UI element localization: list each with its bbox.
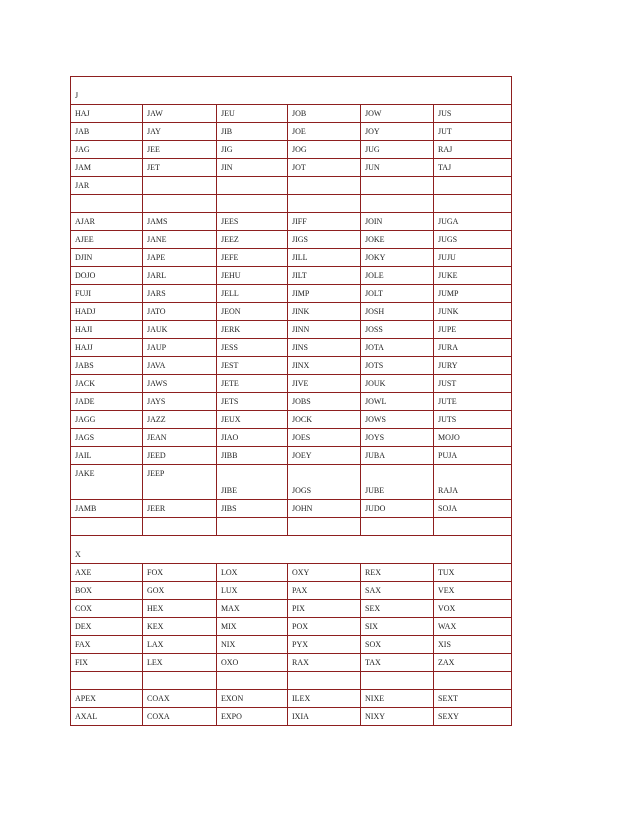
word-cell: LEX bbox=[143, 654, 217, 672]
table-row bbox=[71, 105, 512, 123]
word-cell: JOTA bbox=[361, 339, 434, 357]
word-cell: SAX bbox=[361, 582, 434, 600]
word-cell: JOB bbox=[288, 105, 361, 123]
word-cell: JARS bbox=[143, 285, 217, 303]
word-cell: JUT bbox=[434, 123, 512, 141]
word-cell: JAY bbox=[143, 123, 217, 141]
word-cell: JIAO bbox=[217, 429, 288, 447]
word-table bbox=[70, 76, 512, 726]
word-cell: JOY bbox=[361, 123, 434, 141]
word-cell: JOWS bbox=[361, 411, 434, 429]
word-cell: PAX bbox=[288, 582, 361, 600]
word-cell bbox=[217, 177, 288, 195]
word-cell: RAX bbox=[288, 654, 361, 672]
word-cell: JEEP bbox=[143, 465, 217, 500]
word-cell: JEHU bbox=[217, 267, 288, 285]
word-cell: RAJ bbox=[434, 141, 512, 159]
blank-row bbox=[71, 518, 512, 536]
blank-cell bbox=[361, 518, 434, 536]
word-cell: NIXY bbox=[361, 708, 434, 726]
word-cell: APEX bbox=[71, 690, 143, 708]
word-cell: JANE bbox=[143, 231, 217, 249]
blank-cell bbox=[143, 195, 217, 213]
word-cell: JOCK bbox=[288, 411, 361, 429]
word-cell: JAR bbox=[71, 177, 143, 195]
table-row bbox=[71, 447, 512, 465]
table-row bbox=[71, 177, 512, 195]
word-cell: GOX bbox=[143, 582, 217, 600]
word-cell: FOX bbox=[143, 564, 217, 582]
blank-cell bbox=[361, 195, 434, 213]
word-cell: JIVE bbox=[288, 375, 361, 393]
word-cell: JAZZ bbox=[143, 411, 217, 429]
section-heading-row bbox=[71, 77, 512, 105]
table-row bbox=[71, 267, 512, 285]
word-cell: FAX bbox=[71, 636, 143, 654]
word-cell: JELL bbox=[217, 285, 288, 303]
table-row bbox=[71, 339, 512, 357]
word-cell: JIGS bbox=[288, 231, 361, 249]
word-cell: PIX bbox=[288, 600, 361, 618]
word-cell: AJEE bbox=[71, 231, 143, 249]
blank-cell bbox=[288, 195, 361, 213]
word-cell: OXY bbox=[288, 564, 361, 582]
word-cell: POX bbox=[288, 618, 361, 636]
word-cell: JACK bbox=[71, 375, 143, 393]
word-cell: OXO bbox=[217, 654, 288, 672]
table-row bbox=[71, 213, 512, 231]
word-cell: JEAN bbox=[143, 429, 217, 447]
word-cell: JEUX bbox=[217, 411, 288, 429]
word-cell: JESS bbox=[217, 339, 288, 357]
word-list-page bbox=[70, 76, 511, 726]
word-cell: AXE bbox=[71, 564, 143, 582]
word-cell: JIFF bbox=[288, 213, 361, 231]
word-cell: JOG bbox=[288, 141, 361, 159]
word-cell: JILL bbox=[288, 249, 361, 267]
word-cell: JIBE bbox=[217, 465, 288, 500]
blank-cell bbox=[71, 195, 143, 213]
word-cell: COXA bbox=[143, 708, 217, 726]
word-cell: FUJI bbox=[71, 285, 143, 303]
word-cell: JOKE bbox=[361, 231, 434, 249]
blank-cell bbox=[434, 672, 512, 690]
section-heading-x: X bbox=[71, 536, 512, 564]
table-row bbox=[71, 159, 512, 177]
table-row bbox=[71, 429, 512, 447]
word-cell: JAVA bbox=[143, 357, 217, 375]
word-cell: JAYS bbox=[143, 393, 217, 411]
word-cell: JOGS bbox=[288, 465, 361, 500]
word-cell: JADE bbox=[71, 393, 143, 411]
word-cell: JEU bbox=[217, 105, 288, 123]
word-cell: JUMP bbox=[434, 285, 512, 303]
word-cell: KEX bbox=[143, 618, 217, 636]
word-cell: SEXT bbox=[434, 690, 512, 708]
word-cell: JOYS bbox=[361, 429, 434, 447]
word-cell: JAGS bbox=[71, 429, 143, 447]
word-cell: JOKY bbox=[361, 249, 434, 267]
word-cell: JAB bbox=[71, 123, 143, 141]
word-cell: EXPO bbox=[217, 708, 288, 726]
word-cell: HEX bbox=[143, 600, 217, 618]
word-cell: DEX bbox=[71, 618, 143, 636]
word-cell: JINK bbox=[288, 303, 361, 321]
word-cell: JOLE bbox=[361, 267, 434, 285]
word-cell: HAJ bbox=[71, 105, 143, 123]
word-cell bbox=[434, 177, 512, 195]
word-cell: HAJJ bbox=[71, 339, 143, 357]
word-cell: JEE bbox=[143, 141, 217, 159]
word-cell: JUPE bbox=[434, 321, 512, 339]
word-cell: JATO bbox=[143, 303, 217, 321]
word-cell: DOJO bbox=[71, 267, 143, 285]
word-cell: JOEY bbox=[288, 447, 361, 465]
word-cell: JEES bbox=[217, 213, 288, 231]
word-cell: JOW bbox=[361, 105, 434, 123]
word-cell: WAX bbox=[434, 618, 512, 636]
word-cell: NIX bbox=[217, 636, 288, 654]
word-cell: ZAX bbox=[434, 654, 512, 672]
table-row bbox=[71, 690, 512, 708]
table-row bbox=[71, 636, 512, 654]
word-cell: JIBS bbox=[217, 500, 288, 518]
word-cell: JET bbox=[143, 159, 217, 177]
word-cell: JUNK bbox=[434, 303, 512, 321]
word-cell bbox=[143, 177, 217, 195]
table-row bbox=[71, 411, 512, 429]
word-cell: JAIL bbox=[71, 447, 143, 465]
word-cell: JOE bbox=[288, 123, 361, 141]
word-cell: JOUK bbox=[361, 375, 434, 393]
word-cell: JINX bbox=[288, 357, 361, 375]
section-heading-j: J bbox=[71, 77, 512, 105]
word-cell: JUS bbox=[434, 105, 512, 123]
table-row bbox=[71, 231, 512, 249]
word-cell: JAKE bbox=[71, 465, 143, 500]
word-cell: COX bbox=[71, 600, 143, 618]
section-heading-row bbox=[71, 536, 512, 564]
word-cell: JOWL bbox=[361, 393, 434, 411]
blank-cell bbox=[71, 518, 143, 536]
word-cell: BOX bbox=[71, 582, 143, 600]
word-cell: HAJI bbox=[71, 321, 143, 339]
word-cell: MIX bbox=[217, 618, 288, 636]
word-cell: JAMB bbox=[71, 500, 143, 518]
word-cell: DJIN bbox=[71, 249, 143, 267]
table-row bbox=[71, 500, 512, 518]
word-cell: JUKE bbox=[434, 267, 512, 285]
word-cell: JUST bbox=[434, 375, 512, 393]
blank-cell bbox=[288, 518, 361, 536]
word-cell: JAWS bbox=[143, 375, 217, 393]
word-cell: TAX bbox=[361, 654, 434, 672]
blank-cell bbox=[217, 518, 288, 536]
blank-cell bbox=[217, 672, 288, 690]
word-cell: JUTS bbox=[434, 411, 512, 429]
word-cell: JINS bbox=[288, 339, 361, 357]
word-cell: MOJO bbox=[434, 429, 512, 447]
word-cell: JILT bbox=[288, 267, 361, 285]
word-cell: JOBS bbox=[288, 393, 361, 411]
table-row bbox=[71, 249, 512, 267]
word-cell: AXAL bbox=[71, 708, 143, 726]
blank-cell bbox=[361, 672, 434, 690]
word-cell: ILEX bbox=[288, 690, 361, 708]
word-cell: JAM bbox=[71, 159, 143, 177]
table-row bbox=[71, 357, 512, 375]
word-cell: JUBE bbox=[361, 465, 434, 500]
word-cell: PUJA bbox=[434, 447, 512, 465]
word-cell: VEX bbox=[434, 582, 512, 600]
table-row bbox=[71, 564, 512, 582]
word-cell: JIMP bbox=[288, 285, 361, 303]
word-cell: JUGS bbox=[434, 231, 512, 249]
word-cell: JURY bbox=[434, 357, 512, 375]
word-cell: JAGG bbox=[71, 411, 143, 429]
table-row bbox=[71, 285, 512, 303]
word-cell: IXIA bbox=[288, 708, 361, 726]
word-cell: JUJU bbox=[434, 249, 512, 267]
word-cell: JINN bbox=[288, 321, 361, 339]
word-cell: NIXE bbox=[361, 690, 434, 708]
word-cell: LAX bbox=[143, 636, 217, 654]
word-cell: JOTS bbox=[361, 357, 434, 375]
blank-cell bbox=[143, 518, 217, 536]
word-cell: JOSS bbox=[361, 321, 434, 339]
word-cell: JAPE bbox=[143, 249, 217, 267]
word-cell: SEX bbox=[361, 600, 434, 618]
word-cell: JEON bbox=[217, 303, 288, 321]
word-cell: JUGA bbox=[434, 213, 512, 231]
word-cell: JIG bbox=[217, 141, 288, 159]
word-cell: JOHN bbox=[288, 500, 361, 518]
word-cell: JIB bbox=[217, 123, 288, 141]
table-row bbox=[71, 141, 512, 159]
word-cell: JAUK bbox=[143, 321, 217, 339]
word-cell: JARL bbox=[143, 267, 217, 285]
word-cell: SOJA bbox=[434, 500, 512, 518]
word-cell: JOT bbox=[288, 159, 361, 177]
word-cell: MAX bbox=[217, 600, 288, 618]
word-cell: JUN bbox=[361, 159, 434, 177]
table-row bbox=[71, 465, 512, 500]
word-cell: JETE bbox=[217, 375, 288, 393]
table-row bbox=[71, 582, 512, 600]
table-row bbox=[71, 618, 512, 636]
word-cell bbox=[288, 177, 361, 195]
table-row bbox=[71, 708, 512, 726]
word-cell: TUX bbox=[434, 564, 512, 582]
table-row bbox=[71, 303, 512, 321]
word-cell bbox=[361, 177, 434, 195]
table-row bbox=[71, 123, 512, 141]
word-cell: COAX bbox=[143, 690, 217, 708]
blank-cell bbox=[434, 518, 512, 536]
word-cell: TAJ bbox=[434, 159, 512, 177]
word-cell: HADJ bbox=[71, 303, 143, 321]
word-cell: JEEZ bbox=[217, 231, 288, 249]
table-row bbox=[71, 375, 512, 393]
table-row bbox=[71, 600, 512, 618]
word-cell: LOX bbox=[217, 564, 288, 582]
word-cell: SIX bbox=[361, 618, 434, 636]
word-cell: JURA bbox=[434, 339, 512, 357]
word-cell: FIX bbox=[71, 654, 143, 672]
blank-row bbox=[71, 672, 512, 690]
word-cell: JUG bbox=[361, 141, 434, 159]
word-cell: JEER bbox=[143, 500, 217, 518]
word-cell: REX bbox=[361, 564, 434, 582]
table-row bbox=[71, 393, 512, 411]
word-cell: JABS bbox=[71, 357, 143, 375]
word-cell: JUDO bbox=[361, 500, 434, 518]
word-cell: JAW bbox=[143, 105, 217, 123]
word-cell: XIS bbox=[434, 636, 512, 654]
word-cell: PYX bbox=[288, 636, 361, 654]
word-cell: JETS bbox=[217, 393, 288, 411]
word-cell: JEED bbox=[143, 447, 217, 465]
blank-cell bbox=[71, 672, 143, 690]
table-row bbox=[71, 654, 512, 672]
word-cell: LUX bbox=[217, 582, 288, 600]
blank-cell bbox=[288, 672, 361, 690]
word-cell: JOIN bbox=[361, 213, 434, 231]
word-cell: JOLT bbox=[361, 285, 434, 303]
word-cell: JIN bbox=[217, 159, 288, 177]
blank-cell bbox=[143, 672, 217, 690]
word-cell: SEXY bbox=[434, 708, 512, 726]
word-cell: JOES bbox=[288, 429, 361, 447]
word-cell: JAG bbox=[71, 141, 143, 159]
word-cell: JUBA bbox=[361, 447, 434, 465]
word-cell: SOX bbox=[361, 636, 434, 654]
word-cell: JERK bbox=[217, 321, 288, 339]
word-cell: AJAR bbox=[71, 213, 143, 231]
blank-cell bbox=[434, 195, 512, 213]
word-cell: JIBB bbox=[217, 447, 288, 465]
word-cell: JAUP bbox=[143, 339, 217, 357]
word-cell: JUTE bbox=[434, 393, 512, 411]
word-cell: JOSH bbox=[361, 303, 434, 321]
word-cell: JEFE bbox=[217, 249, 288, 267]
word-cell: JEST bbox=[217, 357, 288, 375]
blank-row bbox=[71, 195, 512, 213]
word-cell: RAJA bbox=[434, 465, 512, 500]
word-cell: JAMS bbox=[143, 213, 217, 231]
blank-cell bbox=[217, 195, 288, 213]
word-cell: EXON bbox=[217, 690, 288, 708]
word-cell: VOX bbox=[434, 600, 512, 618]
table-row bbox=[71, 321, 512, 339]
